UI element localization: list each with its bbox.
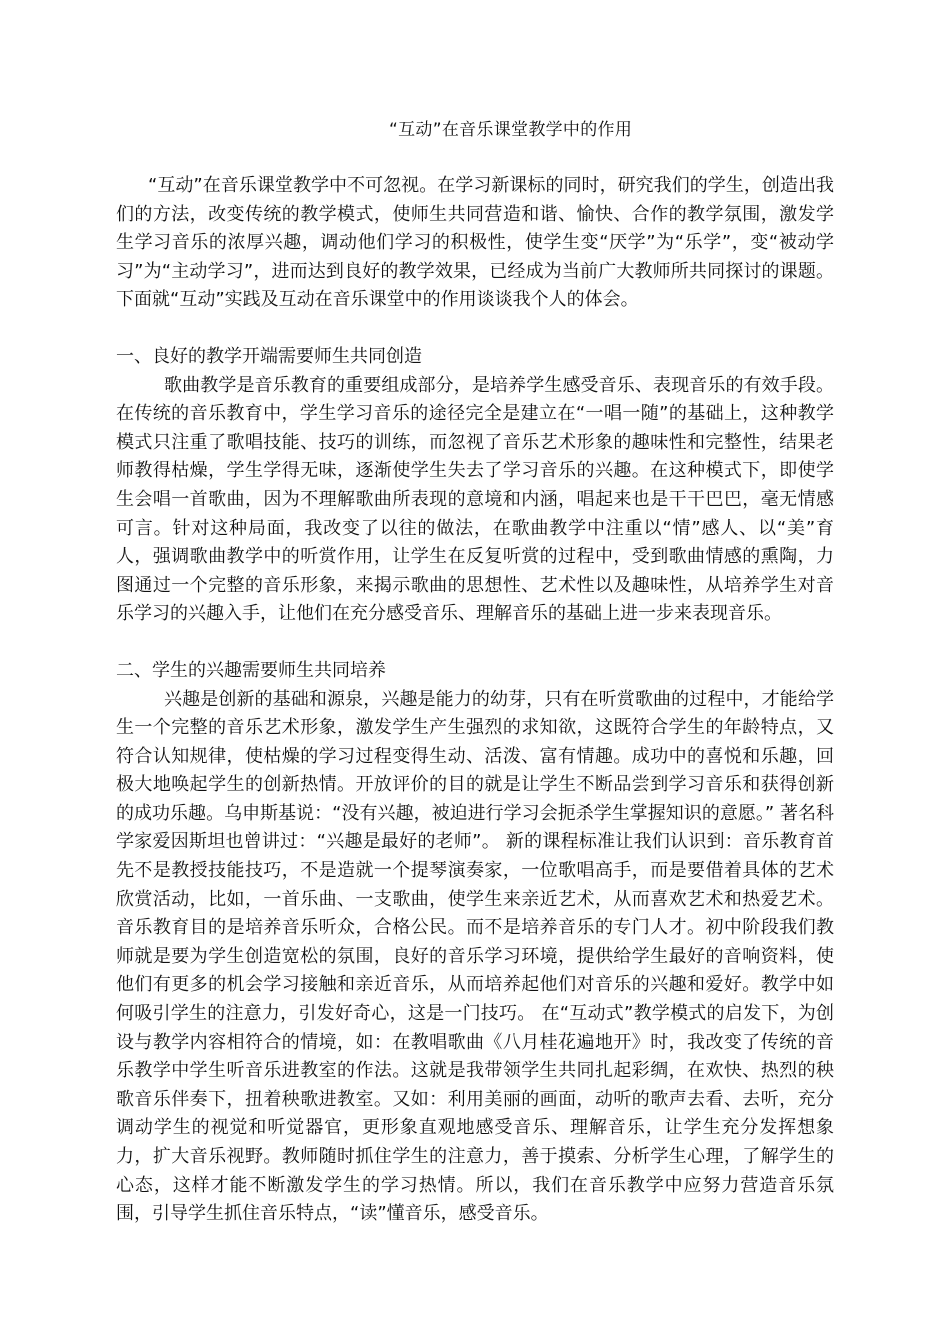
section-1 bbox=[116, 343, 834, 629]
section-1-body: 歌曲教学是音乐教育的重要组成部分，是培养学生感受音乐、表现音乐的有效手段。在传统的音乐教育中，学生学习音乐的途径完全是建立在“一唱一随”的基础上，这种教学模式只注重了歌唱技能、技巧的训练，而忽视了音乐艺术形象的趣味性和完整性，结果老师教得枯燥，学生学得无味，逐渐使学生失去了学习音乐的兴趣。在这种模式下，即使学生会唱一首歌曲，因为不理解歌曲所表现的意境和内涵，唱起来也是干干巴巴，毫无情感可言。针对这种局面，我改变了以往的做法，在歌曲教学中注重以“情”感人、以“美”育人，强调歌曲教学中的听赏作用，让学生在反复听赏的过程中，受到歌曲情感的熏陶，力图通过一个完整的音乐形象，来揭示歌曲的思想性、艺术性以及趣味性，从培养学生对音乐学习的兴趣入手，让他们在充分感受音乐、理解音乐的基础上进一步来表现音乐。 bbox=[116, 374, 834, 625]
section-1-heading: 一、良好的教学开端需要师生共同创造 bbox=[116, 345, 422, 367]
document-title: “互动”在音乐课堂教学中的作用 bbox=[389, 120, 633, 140]
section-2 bbox=[116, 657, 834, 1229]
paragraph-spacer bbox=[116, 315, 834, 343]
paragraph-spacer bbox=[116, 629, 834, 657]
section-2-heading: 二、学生的兴趣需要师生共同培养 bbox=[116, 659, 386, 681]
section-2-body: 兴趣是创新的基础和源泉，兴趣是能力的幼芽，只有在听赏歌曲的过程中，才能给学生一个完整的音乐艺术形象，激发学生产生强烈的求知欲，这既符合学生的年龄特点，又符合认知规律，使枯燥的学习过程变得生动、活泼、富有情趣。成功中的喜悦和乐趣，回极大地唤起学生的创新热情。开放评价的目的就是让学生不断品尝到学习音乐和获得创新的成功乐趣。乌申斯基说：“没有兴趣，被迫进行学习会扼杀学生掌握知识的意愿。” 著名科学家爱因斯坦也曾讲过：“兴趣是最好的老师”。 新的课程标准让我们认识到：音乐教育首先不是教授技能技巧，不是造就一个提琴演奏家，一位歌唱高手，而是要借着具体的艺术欣赏活动，比如，一首乐曲、一支歌曲，使学生来亲近艺术，从而喜欢艺术和热爱艺术。音乐教育目的是培养音乐听众，合格公民。而不是培养音乐的专门人才。初中阶段我们教师就是要为学生创造宽松的氛围，良好的音乐学习环境，提供给学生最好的音响资料，使他们有更多的机会学习接触和亲近音乐，从而培养起他们对音乐的兴趣和爱好。教学中如何吸引学生的注意力，引发好奇心，这是一门技巧。 在“互动式”教学模式的启发下，为创设与教学内容相符合的情境，如：在教唱歌曲《八月桂花遍地开》时，我改变了传统的音乐教学中学生听音乐进教室的作法。这就是我带领学生共同扎起彩绸，在欢快、热烈的秧歌音乐伴奏下，扭着秧歌进教室。又如：利用美丽的画面，动听的歌声去看、去听，充分调动学生的视觉和听觉器官，更形象直观地感受音乐、理解音乐，让学生充分发挥想象力，扩大音乐视野。教师随时抓住学生的注意力，善于摸索、分析学生心理，了解学生的心态，这样才能不断激发学生的学习热情。所以，我们在音乐教学中应努力营造音乐氛围，引导学生抓住音乐特点，“读”懂音乐，感受音乐。 bbox=[116, 688, 834, 1225]
intro-paragraph: “互动”在音乐课堂教学中不可忽视。在学习新课标的同时，研究我们的学生，创造出我们的方法，改变传统的教学模式，使师生共同营造和谐、愉快、合作的教学氛围，激发学生学习音乐的浓厚兴趣，调动他们学习的积极性，使学生变“厌学”为“乐学”，变“被动学习”为“主动学习”，进而达到良好的教学效果，已经成为当前广大教师所共同探讨的课题。下面就“互动”实践及互动在音乐课堂中的作用谈谈我个人的体会。 bbox=[116, 175, 834, 311]
